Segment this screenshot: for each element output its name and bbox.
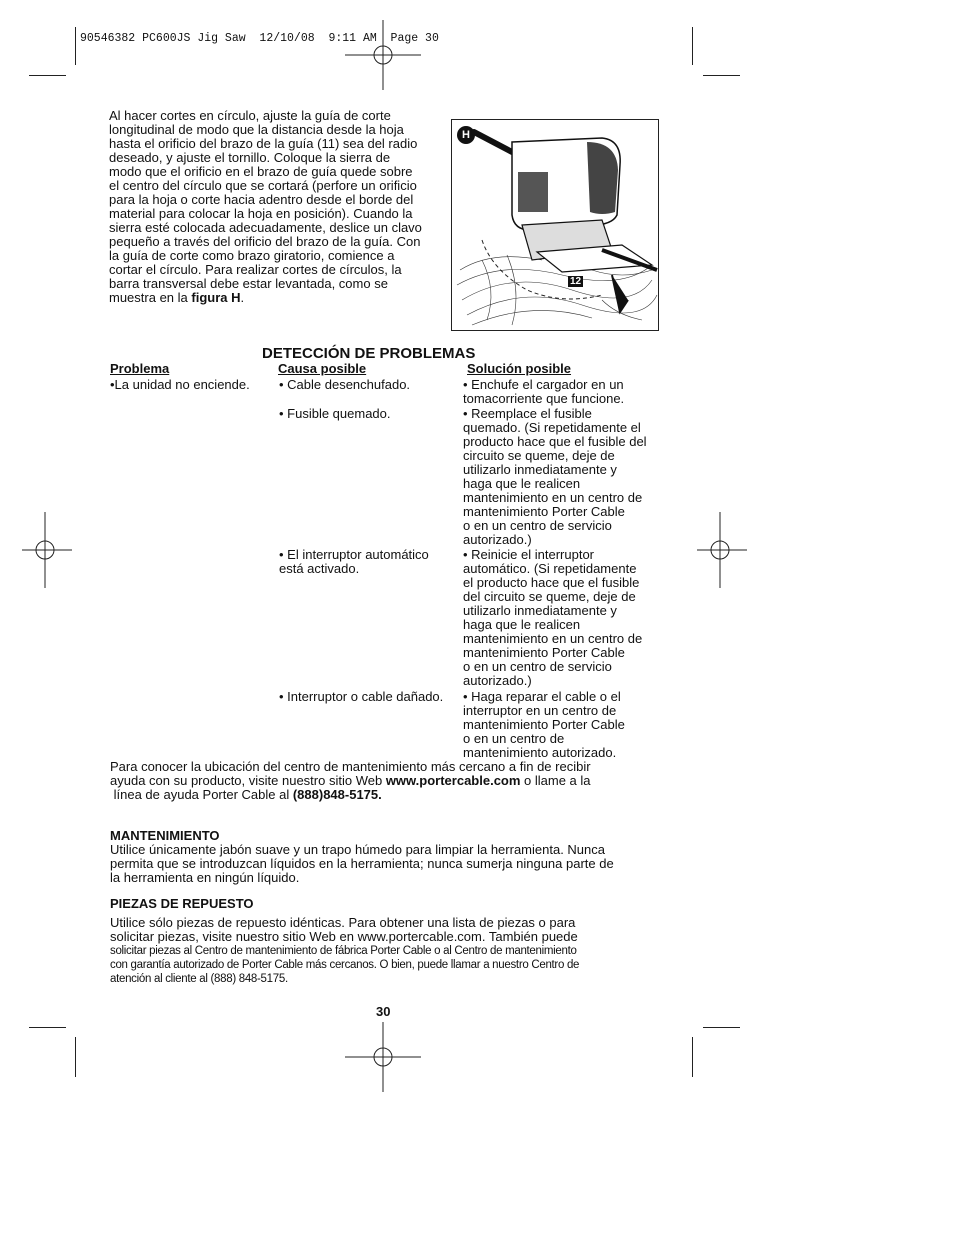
maintenance-paragraph [110,843,670,885]
registration-mark-icon [697,512,747,588]
service-note [110,760,670,802]
text-line: Utilice sólo piezas de repuesto idénticas. Para obtener una lista de piezas o para [110,915,576,930]
text-fragment: muestra en la [109,290,192,305]
text-line: • Cable desenchufado. [279,377,411,392]
text-fragment: línea de ayuda Porter Cable al [110,787,293,802]
print-slug: 90546382 PC600JS Jig Saw 12/10/08 9:11 AM Page 30 [80,32,439,45]
registration-mark-icon [22,512,72,588]
page-number: 30 [376,1004,391,1019]
text-line: mantenimiento en un centro de [463,631,643,646]
text-fragment: ayuda con su producto, visite nuestro sitio Web [110,773,386,788]
text-line: con garantía autorizado de Porter Cable más cercanos. O bien, puede llamar a nuestro Centro de [110,959,580,971]
text-line: • Enchufe el cargador en un [463,377,624,392]
text-line: • Reemplace el fusible [463,406,592,421]
text-line: material para colocar la hoja en posición). Cuando la [109,206,413,221]
text-line [109,291,454,305]
parts-paragraph [110,916,670,986]
callout-number: 12 [570,276,582,287]
problem-cell: •La unidad no enciende. [110,377,250,392]
header-solution: Solución posible [467,361,572,376]
text-line: mantenimiento Porter Cable [463,645,625,660]
text-line: Para conocer la ubicación del centro de mantenimiento más cercano a fin de recibir [110,759,591,774]
text-line: solicitar piezas, visite nuestro sitio Web en www.portercable.com. También puede [110,929,578,944]
text-line: • El interruptor automático [279,547,429,562]
text-line: Al hacer cortes en círculo, ajuste la guía de corte [109,108,391,123]
cause-cell [279,407,391,421]
phone-number: (888)848-5175. [292,787,382,802]
text-line: • Fusible quemado. [279,406,391,421]
text-line: • Haga reparar el cable o el [463,689,621,704]
text-line: tomacorriente que funcione. [463,391,625,406]
text-line: está activado. [279,561,360,576]
text-line: o en un centro de servicio [463,659,612,674]
solution-cell [463,407,647,547]
registration-mark-icon [345,20,421,90]
text-line: o en un centro de [463,731,565,746]
jig-saw-illustration [452,120,658,330]
text-line: cortar el círculo. Para realizar cortes de círculos, la [109,262,402,277]
text-line: el producto hace que el fusible [463,575,640,590]
text-line: el centro del círculo que se cortará (perfore un orificio [109,178,417,193]
figure-reference: figura H [191,290,241,305]
maintenance-heading: MANTENIMIENTO [110,828,220,843]
text-line [110,788,670,802]
text-line: autorizado.) [463,673,532,688]
solution-cell [463,548,642,688]
text-fragment: . [240,290,245,305]
text-line: autorizado.) [463,532,532,547]
text-line: atención al cliente al (888) 848-5175. [110,973,288,985]
crop-mark [29,1027,66,1028]
crop-mark [75,27,76,65]
text-line: utilizarlo inmediatamente y [463,603,617,618]
solution-cell [463,378,624,406]
cause-cell [279,690,443,704]
text-line: mantenimiento autorizado. [463,745,617,760]
text-line: la herramienta en ningún líquido. [110,870,300,885]
crop-mark [29,75,66,76]
text-line: permita que se introduzcan líquidos en la herramienta; nunca sumerja ninguna parte de [110,856,614,871]
text-line: circuito se queme, deje de [463,448,615,463]
text-line: Utilice únicamente jabón suave y un trapo húmedo para limpiar la herramienta. Nunca [110,842,605,857]
figure-label: H [457,126,475,144]
text-line: para la hoja o corte hacia adentro desde el borde del [109,192,414,207]
website-link[interactable]: www.portercable.com [385,773,521,788]
solution-cell [463,690,625,760]
text-line: mantenimiento en un centro de [463,490,643,505]
text-line: interruptor en un centro de [463,703,617,718]
intro-paragraph [109,109,454,305]
cause-cell [279,548,429,576]
text-line: automático. (Si repetidamente [463,561,637,576]
text-line: mantenimiento Porter Cable [463,717,625,732]
text-line: pequeño a través del orificio del brazo de la guía. Con [109,234,421,249]
text-line [110,774,670,788]
text-line: utilizarlo inmediatamente y [463,462,617,477]
text-line: sierra esté colocada adecuadamente, deslice un clavo [109,220,422,235]
text-line: la guía de corte como brazo giratorio, comience a [109,248,395,263]
text-line: longitudinal de modo que la distancia desde la hoja [109,122,404,137]
parts-heading: PIEZAS DE REPUESTO [110,896,254,911]
text-line: hasta el orificio del brazo de la guía (11) sea del radio [109,136,418,151]
text-line: barra transversal debe estar levantada, como se [109,276,388,291]
registration-mark-icon [345,1022,421,1092]
text-line: solicitar piezas al Centro de mantenimiento de fábrica Porter Cable o al Centro de mantenimiento [110,945,577,957]
crop-mark [692,1037,693,1077]
cause-cell [279,378,410,392]
text-line: • Reinicie el interruptor [463,547,594,562]
crop-mark [692,27,693,65]
text-line: o en un centro de servicio [463,518,612,533]
crop-mark [703,1027,740,1028]
text-line: modo que el orificio en el brazo de guía quede sobre [109,164,413,179]
text-line: haga que le realicen [463,617,581,632]
crop-mark [75,1037,76,1077]
text-line: mantenimiento Porter Cable [463,504,625,519]
text-fragment: o llame a la [520,773,591,788]
section-title: DETECCIÓN DE PROBLEMAS [262,345,476,362]
text-line: deseado, y ajuste el tornillo. Coloque la sierra de [109,150,391,165]
crop-mark [703,75,740,76]
text-line: haga que le realicen [463,476,581,491]
figure-h [451,119,659,331]
text-line: del circuito se queme, deje de [463,589,636,604]
text-line: producto hace que el fusible del [463,434,647,449]
header-cause: Causa posible [278,361,367,376]
header-problem: Problema [110,361,170,376]
text-line: • Interruptor o cable dañado. [279,689,444,704]
text-line: quemado. (Si repetidamente el [463,420,641,435]
